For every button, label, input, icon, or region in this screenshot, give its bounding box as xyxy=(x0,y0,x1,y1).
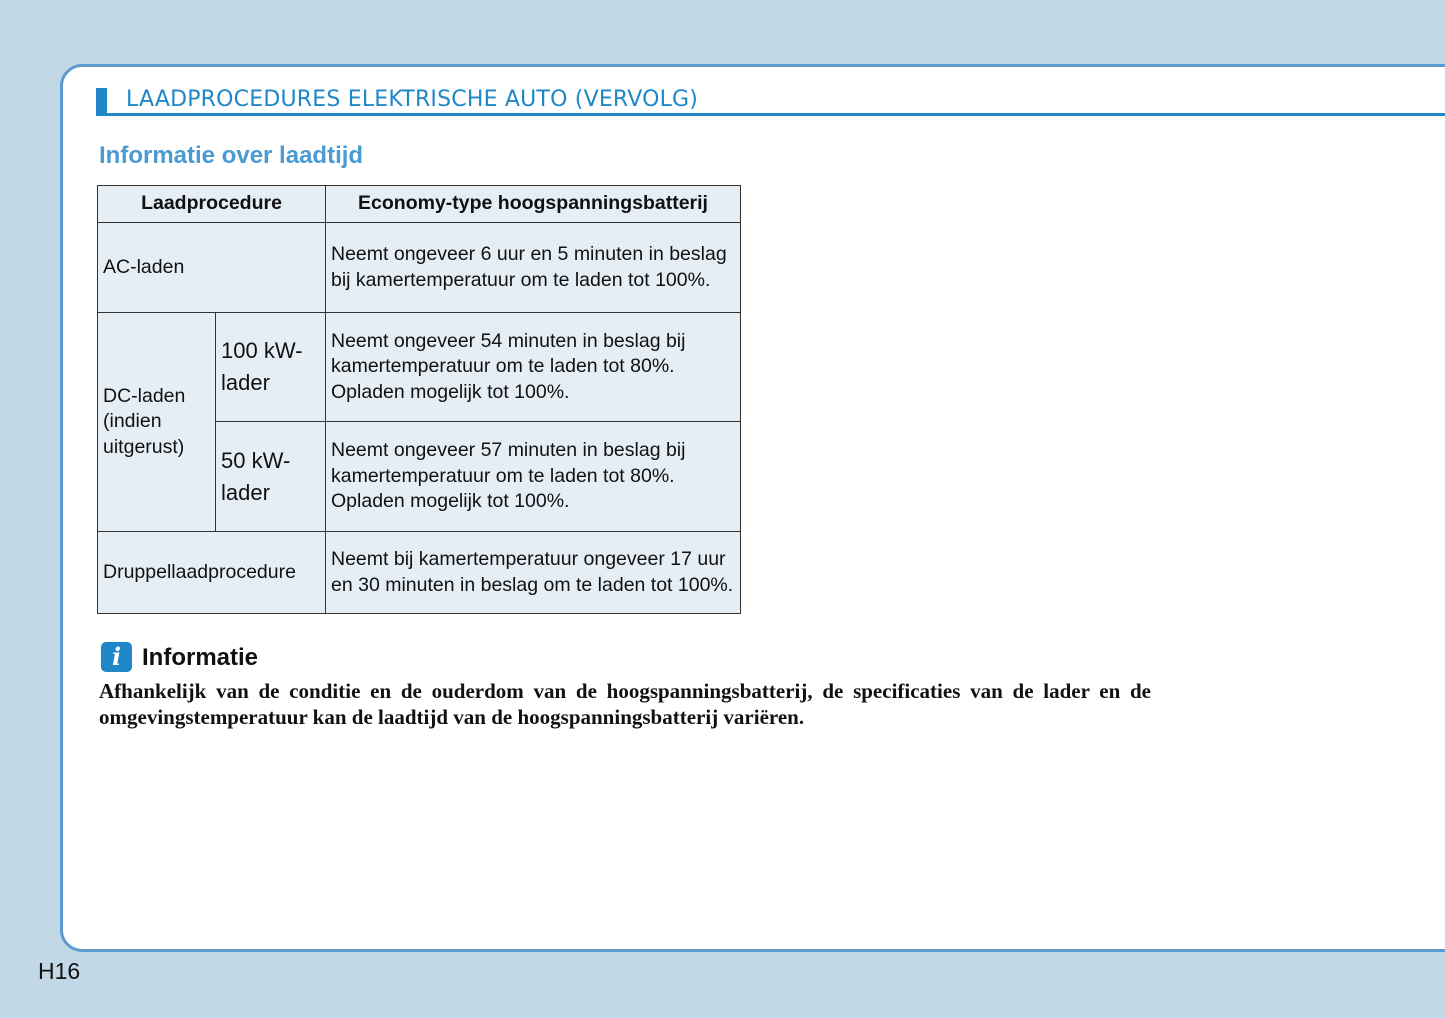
page-number: H16 xyxy=(38,958,81,984)
dc-100kw-label: 100 kW-lader xyxy=(216,313,326,422)
charging-time-table xyxy=(97,185,741,614)
header-accent-bar xyxy=(96,88,107,115)
table-header-row xyxy=(98,186,741,223)
ac-value: Neemt ongeveer 6 uur en 5 minuten in beslag bij kamertemperatuur om te laden tot 100%. xyxy=(326,223,741,313)
info-icon: i xyxy=(101,642,132,672)
section-header xyxy=(96,86,1445,116)
column-header-battery: Economy-type hoogspanningsbatterij xyxy=(326,186,741,223)
trickle-value: Neemt bij kamertemperatuur ongeveer 17 uur en 30 minuten in beslag om te laden tot 100%. xyxy=(326,532,741,614)
subsection-title: Informatie over laadtijd xyxy=(99,142,364,169)
ac-label: AC-laden xyxy=(98,223,326,313)
page-title: LAADPROCEDURES ELEKTRISCHE AUTO (VERVOLG) xyxy=(126,87,699,112)
table-row-ac xyxy=(98,223,741,313)
column-header-procedure: Laadprocedure xyxy=(98,186,326,223)
table-row-dc-100 xyxy=(98,313,741,422)
dc-100kw-value: Neemt ongeveer 54 minuten in beslag bij kamertemperatuur om te laden tot 80%. Opladen mogelijk tot 100%. xyxy=(326,313,741,422)
dc-50kw-value: Neemt ongeveer 57 minuten in beslag bij kamertemperatuur om te laden tot 80%. Opladen mogelijk tot 100%. xyxy=(326,422,741,532)
info-title: Informatie xyxy=(142,644,259,671)
dc-label: DC-laden (indien uitgerust) xyxy=(98,313,216,532)
dc-50kw-label: 50 kW-lader xyxy=(216,422,326,532)
table-row-trickle xyxy=(98,532,741,614)
trickle-label: Druppellaadprocedure xyxy=(98,532,326,614)
info-text: Afhankelijk van de conditie en de ouderdom van de hoogspanningsbatterij, de specificaties van de lader en de omgevingstemperatuur kan de laadtijd van de hoogspanningsbatterij variëren. xyxy=(99,679,1151,729)
